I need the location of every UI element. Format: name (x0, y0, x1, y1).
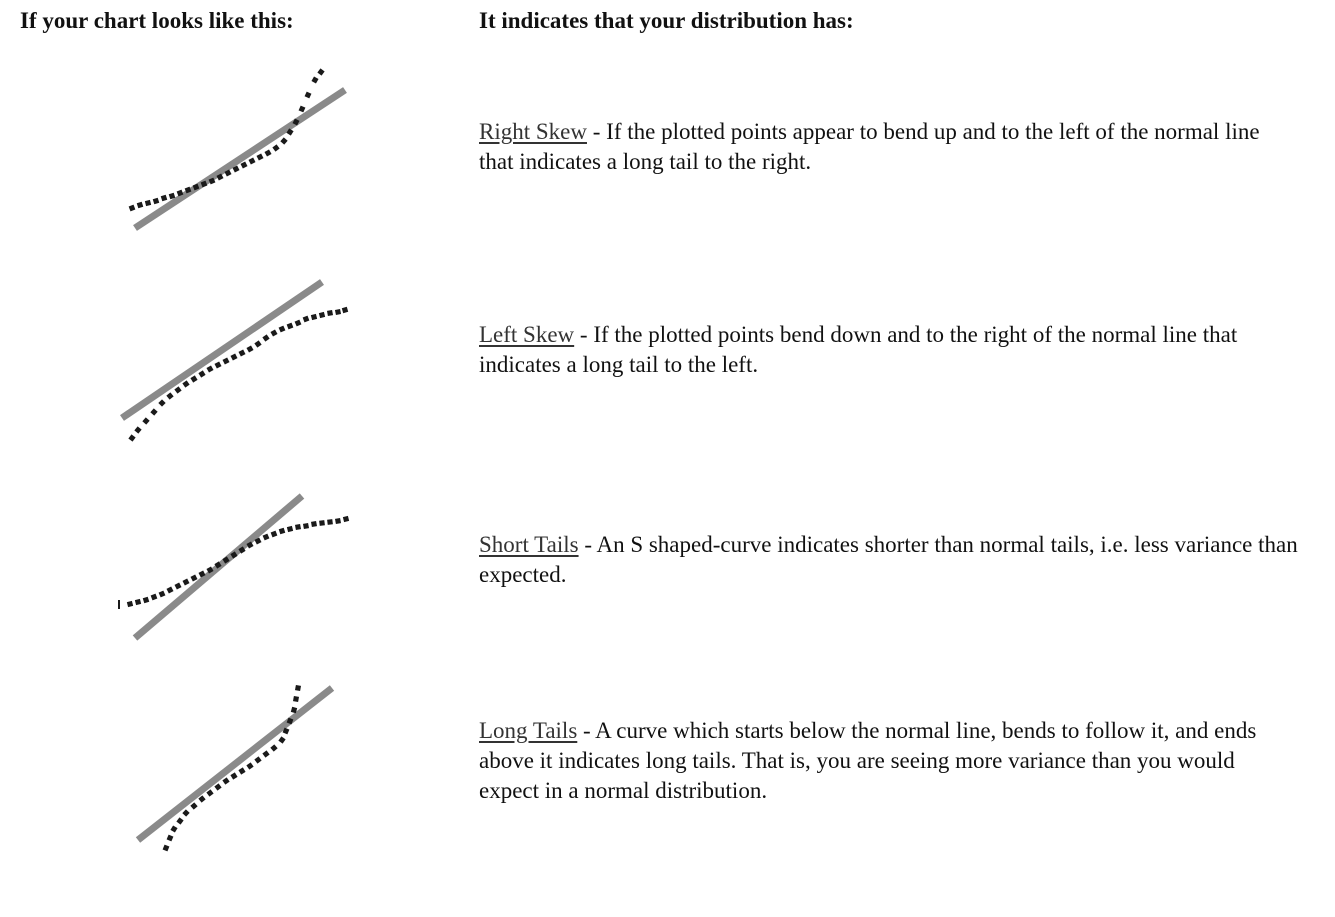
plotted-point (319, 520, 325, 526)
plotted-point (305, 92, 312, 99)
plotted-point (167, 587, 174, 594)
plotted-point (311, 314, 317, 320)
plotted-point (249, 158, 256, 165)
left-skew-text: If the plotted points bend down and to the right of the normal line that indicates a long tail to the left. (479, 322, 1238, 377)
plotted-point (311, 76, 318, 83)
plotted-point (222, 777, 229, 784)
plotted-point (198, 370, 205, 377)
plotted-point (254, 756, 261, 763)
plotted-point (280, 137, 287, 144)
plotted-point (190, 375, 197, 382)
short-tails-plot (110, 486, 360, 676)
separator: - (574, 322, 594, 347)
plotted-point (295, 685, 301, 691)
long-tails-plot (110, 676, 360, 866)
separator: - (577, 718, 596, 743)
normal-reference-line (135, 90, 345, 228)
plotted-point (158, 399, 165, 406)
plotted-point (343, 516, 349, 522)
plotted-point (231, 354, 238, 361)
plotted-point (182, 809, 189, 816)
plotted-point (223, 358, 230, 365)
plotted-point (230, 772, 237, 779)
plotted-point (175, 583, 182, 590)
plotted-point (264, 149, 271, 156)
plotted-point (176, 817, 183, 824)
plotted-point (278, 736, 285, 743)
plotted-point (287, 323, 294, 330)
short-tails-figure (110, 486, 360, 676)
plotted-point (246, 345, 253, 352)
plotted-point (295, 320, 302, 327)
plotted-point (327, 519, 333, 525)
right-skew-description (479, 117, 1299, 177)
plotted-point (293, 696, 299, 702)
short-tails-term: Short Tails (479, 532, 579, 557)
plotted-point (170, 825, 177, 832)
short-tails-text: An S shaped-curve indicates shorter than normal tails, i.e. less variance than expected. (479, 532, 1298, 587)
plotted-point (128, 434, 135, 441)
left-skew-term: Left Skew (479, 322, 575, 347)
plotted-point (317, 68, 324, 75)
plotted-point (303, 523, 309, 529)
plotted-point (342, 307, 348, 313)
plotted-points (129, 68, 325, 211)
right-column-header: It indicates that your distribution has: (479, 8, 854, 33)
plotted-point (134, 426, 141, 433)
right-skew-text: If the plotted points appear to bend up and to the left of the normal line that indicates a long tail to the right. (479, 119, 1260, 174)
plotted-point (127, 601, 133, 607)
plotted-point (137, 202, 144, 209)
plotted-point (257, 154, 264, 161)
plotted-point (299, 106, 306, 113)
plotted-point (295, 524, 301, 530)
plotted-point (241, 162, 248, 169)
plotted-point (335, 309, 341, 315)
plotted-point (270, 744, 277, 751)
plotted-point (238, 767, 245, 774)
separator: - (578, 532, 597, 557)
plotted-point (271, 531, 278, 538)
plotted-point (279, 528, 286, 535)
plotted-point (145, 200, 151, 206)
plotted-point (214, 783, 221, 790)
plotted-point (166, 392, 173, 399)
plotted-point (303, 316, 310, 323)
plotted-point (272, 144, 279, 151)
plotted-point (215, 362, 222, 369)
plotted-point (150, 408, 157, 415)
plotted-point (182, 380, 189, 387)
plotted-point (239, 350, 246, 357)
right-skew-term: Right Skew (479, 119, 587, 144)
long-tails-description (479, 716, 1299, 806)
plotted-point (143, 597, 150, 604)
plotted-point (335, 518, 341, 524)
plotted-point (118, 600, 120, 609)
plotted-point (263, 534, 270, 541)
plotted-point (311, 521, 317, 527)
plotted-point (183, 579, 190, 586)
plotted-point (206, 789, 213, 796)
plotted-point (327, 310, 333, 316)
plotted-point (262, 750, 269, 757)
plotted-point (206, 365, 213, 372)
plotted-point (191, 575, 198, 582)
plotted-point (198, 795, 205, 802)
left-skew-plot (110, 272, 360, 462)
plotted-point (246, 762, 253, 769)
left-column-header: If your chart looks like this: (20, 8, 294, 33)
plotted-point (163, 845, 170, 852)
plotted-point (287, 526, 293, 532)
plotted-point (161, 195, 168, 202)
right-skew-figure (110, 62, 360, 252)
plotted-point (254, 340, 261, 347)
short-tails-description (479, 530, 1299, 590)
normal-reference-line (138, 688, 332, 840)
plotted-point (319, 312, 325, 318)
right-skew-plot (110, 62, 360, 252)
plotted-point (190, 802, 197, 809)
long-tails-figure (110, 676, 360, 866)
plotted-point (159, 591, 166, 598)
plotted-points (128, 307, 348, 442)
plotted-point (262, 334, 269, 341)
left-skew-figure (110, 272, 360, 462)
plotted-points (127, 516, 349, 607)
separator: - (586, 119, 607, 144)
normal-reference-line (122, 282, 322, 418)
plotted-point (129, 205, 136, 212)
plotted-point (167, 835, 174, 842)
plotted-point (153, 198, 160, 205)
long-tails-term: Long Tails (479, 718, 578, 743)
plotted-point (270, 329, 277, 336)
plotted-point (174, 386, 181, 393)
plotted-point (151, 594, 158, 601)
left-skew-description (479, 320, 1299, 380)
plotted-point (142, 417, 149, 424)
plotted-point (279, 326, 286, 333)
plotted-point (135, 599, 141, 605)
long-tails-text: A curve which starts below the normal line, bends to follow it, and ends above it indicates long tails. That is, you are seeing more variance than you would expect in a normal distribution. (479, 718, 1257, 803)
